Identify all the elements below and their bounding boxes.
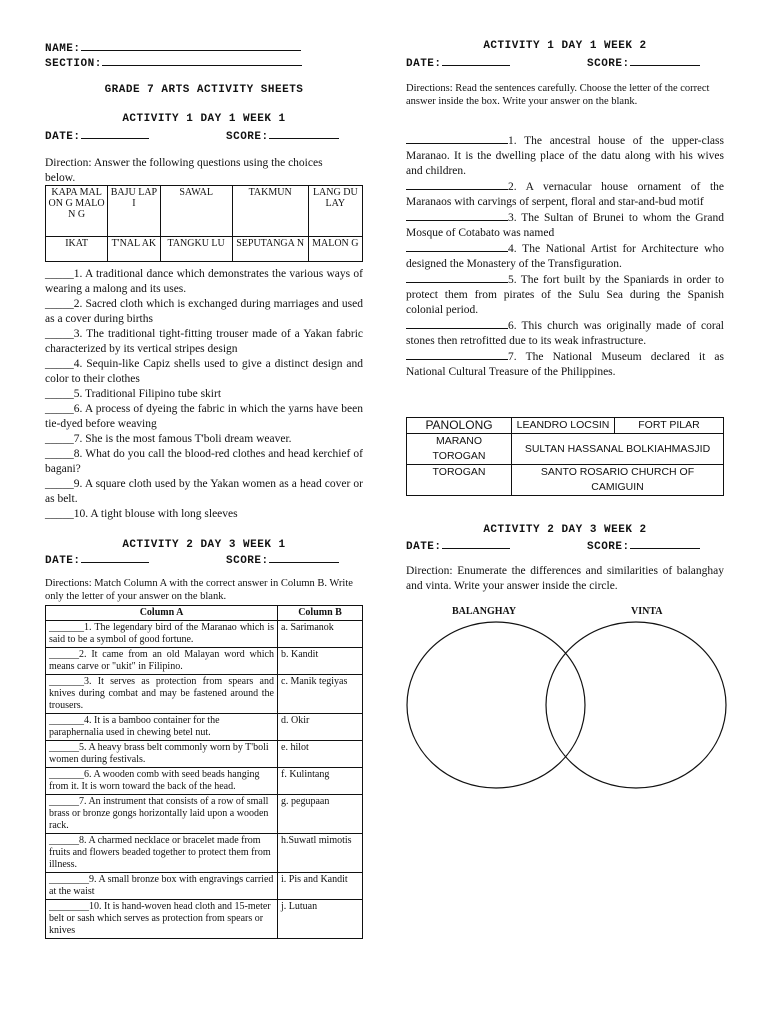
answer-blank[interactable]: [406, 133, 508, 144]
choice-cell: FORT PILAR: [615, 418, 724, 434]
choice-cell: TANGKU LU: [160, 237, 232, 262]
column-a-item: _______3. It serves as protection from spears and knives during combat and may be fastened around the trousers.: [46, 675, 278, 714]
question-item: _____9. A square cloth used by the Yakan women as a head cover or as belt.: [45, 478, 363, 505]
table-row: [46, 768, 363, 795]
activity1-week1-direction: Direction: Answer the following questions using the choices below.: [45, 157, 323, 184]
question-item: _____10. A tight blouse with long sleeves: [45, 508, 238, 520]
column-b-item: d. Okir: [278, 714, 363, 741]
column-a-item: _______4. It is a bamboo container for the paraphernalia used in chewing betel nut.: [46, 714, 278, 741]
column-b-item: e. hilot: [278, 741, 363, 768]
name-label: NAME:: [45, 43, 81, 55]
question-item: _____7. She is the most famous T'boli dream weaver.: [45, 433, 292, 445]
list-item: 1. The ancestral house of the upper-class Maranao. It is the dwelling place of the datu along with his wives and children.: [406, 135, 724, 177]
choice-cell: IKAT: [46, 237, 108, 262]
score-blank[interactable]: [630, 538, 700, 549]
choice-cell: MARANO TOROGAN: [407, 434, 512, 465]
activity2-week2-direction: Direction: Enumerate the differences and similarities of balanghay and vinta. Write your answer inside the circle.: [406, 565, 724, 592]
choice-cell: TOROGAN: [407, 465, 512, 496]
score-label: SCORE:: [587, 58, 630, 70]
table-row: [46, 621, 363, 648]
column-b-item: h.Suwatl mimotis: [278, 834, 363, 873]
activity1-week1-title: ACTIVITY 1 DAY 1 WEEK 1: [122, 113, 286, 125]
activity2-week1-score[interactable]: [226, 552, 339, 567]
choice-cell: PANOLONG: [407, 418, 512, 434]
date-blank[interactable]: [81, 128, 149, 139]
table-row: [46, 900, 363, 939]
section-field[interactable]: [45, 55, 302, 70]
date-label: DATE:: [45, 131, 81, 143]
question-item: _____5. Traditional Filipino tube skirt: [45, 388, 222, 400]
choice-cell: KAPA MALON G MALON G: [46, 186, 108, 237]
column-b-header: Column B: [278, 606, 363, 621]
venn-diagram[interactable]: [400, 618, 730, 794]
choices-row-1: [46, 186, 363, 237]
choices-table: [45, 185, 363, 262]
choice-cell: SULTAN HASSANAL BOLKIAHMASJID: [512, 434, 724, 465]
activity2-week2-date[interactable]: [406, 538, 510, 553]
activity1-week1-questions: [45, 267, 363, 522]
activity2-week2-score[interactable]: [587, 538, 700, 553]
balanghay-label: BALANGHAY: [452, 606, 517, 617]
list-item: 2. A vernacular house ornament of the Maranaos with carvings of serpent, floral and star-and-bud motif: [406, 181, 724, 208]
activity2-week1-date[interactable]: [45, 552, 149, 567]
table-row: [46, 834, 363, 873]
table-row: [46, 675, 363, 714]
list-item: 3. The Sultan of Brunei to whom the Grand Mosque of Cotabato was named: [406, 212, 724, 239]
column-b-item: f. Kulintang: [278, 768, 363, 795]
score-label: SCORE:: [226, 555, 269, 567]
column-b-item: b. Kandit: [278, 648, 363, 675]
activity1-week2-date[interactable]: [406, 55, 510, 70]
choice-cell: T'NAL AK: [108, 237, 160, 262]
answer-blank[interactable]: [406, 241, 508, 252]
activity1-week1-score[interactable]: [226, 128, 339, 143]
date-blank[interactable]: [442, 55, 510, 66]
column-a-item: _______6. A wooden comb with seed beads hanging from it. It is worn toward the back of the head.: [46, 768, 278, 795]
activity2-week2-title: ACTIVITY 2 DAY 3 WEEK 2: [483, 524, 647, 536]
name-field[interactable]: [45, 40, 301, 55]
list-item: 6. This church was originally made of coral stones then retrofitted due to its weak infrastructure.: [406, 320, 724, 347]
choice-cell: BAJU LAPI: [108, 186, 160, 237]
date-label: DATE:: [406, 58, 442, 70]
sheet-title: GRADE 7 ARTS ACTIVITY SHEETS: [104, 84, 304, 96]
date-blank[interactable]: [442, 538, 510, 549]
column-b-item: g. pegupaan: [278, 795, 363, 834]
answer-choices-box: [406, 417, 724, 496]
activity1-week2-title: ACTIVITY 1 DAY 1 WEEK 2: [483, 40, 647, 52]
column-b-item: j. Lutuan: [278, 900, 363, 939]
list-item: 5. The fort built by the Spaniards in order to protect them from pirates of the Sulu Sea during the Spanish colonial period.: [406, 274, 724, 316]
score-blank[interactable]: [269, 128, 339, 139]
score-label: SCORE:: [226, 131, 269, 143]
matching-table: [45, 605, 363, 939]
date-label: DATE:: [406, 541, 442, 553]
column-a-item: ______2. It came from an old Malayan word which means carve or "ukit" in Filipino.: [46, 648, 278, 675]
table-row: [46, 714, 363, 741]
answer-blank[interactable]: [406, 179, 508, 190]
activity2-week1-title: ACTIVITY 2 DAY 3 WEEK 1: [122, 539, 286, 551]
table-row: [46, 648, 363, 675]
list-item: 7. The National Museum declared it as National Cultural Treasure of the Philippines.: [406, 351, 724, 378]
section-label: SECTION:: [45, 58, 102, 70]
question-item: _____2. Sacred cloth which is exchanged during marriages and used as a cover during births: [45, 298, 363, 325]
choice-cell: MALON G: [308, 237, 362, 262]
balanghay-circle[interactable]: [407, 622, 585, 788]
date-blank[interactable]: [81, 552, 149, 563]
vinta-label: VINTA: [631, 606, 663, 617]
question-item: _____4. Sequin-like Capiz shells used to give a distinct design and color to their clothes: [45, 358, 363, 385]
answer-blank[interactable]: [406, 210, 508, 221]
column-a-item: ______8. A charmed necklace or bracelet made from fruits and flowers beaded together to protect them from illness.: [46, 834, 278, 873]
activity2-week1-directions: Directions: Match Column A with the correct answer in Column B. Write only the letter of your answer on the blank.: [45, 578, 353, 602]
choice-cell: SANTO ROSARIO CHURCH OF CAMIGUIN: [512, 465, 724, 496]
choice-cell: SEPUTANGA N: [232, 237, 308, 262]
question-item: _____6. A process of dyeing the fabric in which the yarns have been tie-dyed before weaving: [45, 403, 363, 430]
activity1-week1-date[interactable]: [45, 128, 149, 143]
choice-cell: LANG DULAY: [308, 186, 362, 237]
choice-cell: SAWAL: [160, 186, 232, 237]
column-a-item: ________9. A small bronze box with engravings carried at the waist: [46, 873, 278, 900]
score-blank[interactable]: [630, 55, 700, 66]
column-a-item: ______7. An instrument that consists of a row of small brass or bronze gongs horizontally laid upon a wooden rack.: [46, 795, 278, 834]
list-item: 4. The National Artist for Architecture who designed the Monastery of the Transfiguration.: [406, 243, 724, 270]
question-item: _____1. A traditional dance which demonstrates the various ways of wearing a malong and its uses.: [45, 268, 363, 295]
answer-blank[interactable]: [406, 318, 508, 329]
answer-blank[interactable]: [406, 349, 508, 360]
question-item: _____8. What do you call the blood-red clothes and head kerchief of bagani?: [45, 448, 363, 475]
choice-cell: TAKMUN: [232, 186, 308, 237]
date-label: DATE:: [45, 555, 81, 567]
table-row: [46, 795, 363, 834]
activity1-week2-items: [406, 133, 724, 380]
answer-blank[interactable]: [406, 272, 508, 283]
score-label: SCORE:: [587, 541, 630, 553]
activity1-week2-directions: Directions: Read the sentences carefully. Choose the letter of the correct answer inside the box. Write your answer on the blank.: [406, 83, 710, 107]
column-a-item: ________10. It is hand-woven head cloth and 15-meter belt or sash which serves as protection from spears or knives: [46, 900, 278, 939]
column-b-item: i. Pis and Kandit: [278, 873, 363, 900]
column-a-item: ______5. A heavy brass belt commonly worn by T'boli women during festivals.: [46, 741, 278, 768]
choices-row-2: [46, 237, 363, 262]
section-blank[interactable]: [102, 55, 302, 66]
name-blank[interactable]: [81, 40, 301, 51]
score-blank[interactable]: [269, 552, 339, 563]
question-item: _____3. The traditional tight-fitting trouser made of a Yakan fabric characterized by its vertical stripes design: [45, 328, 363, 355]
column-b-item: c. Manik tegiyas: [278, 675, 363, 714]
table-row: [46, 741, 363, 768]
activity1-week2-score[interactable]: [587, 55, 700, 70]
column-b-item: a. Sarimanok: [278, 621, 363, 648]
column-a-header: Column A: [46, 606, 278, 621]
table-row: [46, 873, 363, 900]
choice-cell: LEANDRO LOCSIN: [512, 418, 615, 434]
vinta-circle[interactable]: [546, 622, 726, 788]
column-a-item: _______1. The legendary bird of the Maranao which is said to be a symbol of good fortune.: [46, 621, 278, 648]
